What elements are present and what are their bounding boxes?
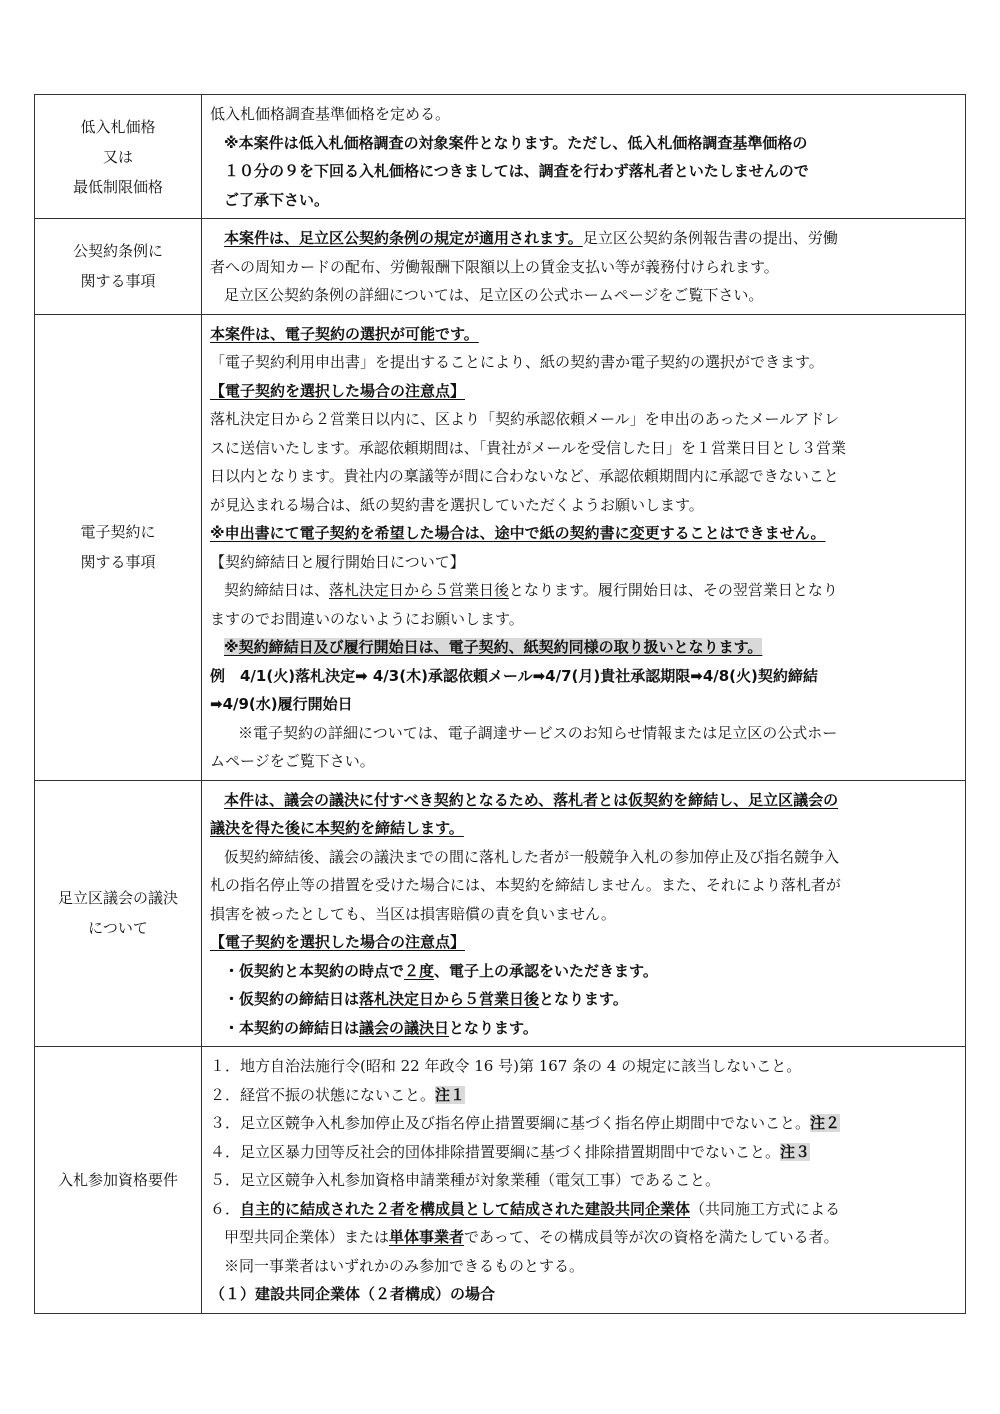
- emphasis-text: 議決を得た後に本契約を締結します。: [210, 819, 464, 837]
- text-span: ４．足立区暴力団等反社会的団体排除措置要綱に基づく排除措置期間中でないこと。: [210, 1142, 781, 1161]
- text-span: ・仮契約と本契約の時点で: [224, 961, 405, 980]
- text-line: [210, 928, 957, 957]
- text-span: （共同施工方式による: [690, 1199, 841, 1218]
- numbered-item: ５．足立区競争入札参加資格申請業種が対象業種（電気工事）であること。: [210, 1171, 721, 1189]
- label-line: について: [88, 919, 148, 938]
- text-line: スに送信いたします。承認依頼期間は、「貴社がメールを受信した日」を１営業日目とし３営業: [210, 438, 847, 457]
- text-line: ※本案件は低入札価格調査の対象案件となります。ただし、低入札価格調査基準価格の: [224, 133, 808, 152]
- section-heading: 【電子契約を選択した場合の注意点】: [210, 933, 466, 951]
- text-line: ますのでお間違いのないようにお願いします。: [210, 609, 524, 628]
- label-line: 電子契約に: [80, 523, 156, 541]
- text-line: 札の指名停止等の措置を受けた場合には、本契約を締結しません。また、それにより落札者が: [210, 876, 841, 894]
- text-line: 落札決定日から２営業日以内に、区より「契約承認依頼メール」を申出のあったメールアドレ: [210, 410, 840, 428]
- row-content: [202, 95, 966, 219]
- text-span: 足立区公契約条例報告書の提出、労働: [582, 229, 838, 247]
- note-ref: 注１: [435, 1085, 466, 1104]
- text-line: [210, 633, 957, 662]
- text-span: となります。: [539, 990, 628, 1008]
- emphasis-text: 議会の議決日: [359, 1018, 450, 1037]
- numbered-item: [210, 1109, 957, 1138]
- text-span: ６．: [210, 1199, 241, 1218]
- row-content: [202, 780, 966, 1047]
- text-line: 仮契約締結後、議会の議決までの間に落札した者が一般競争入札の参加停止及び指名競争入: [224, 847, 840, 866]
- example-line: 例 4/1(火)落札決定➡ 4/3(木)承認依頼メール➡4/7(月)貴社承認期限➡4/8(火)契約締結: [210, 666, 818, 685]
- text-span: ３．足立区競争入札参加停止及び指名停止措置要綱に基づく指名停止期間中でないこと。: [210, 1114, 811, 1132]
- text-line: ※同一事業者はいずれかのみ参加できるものとする。: [224, 1256, 585, 1275]
- example-line: ➡4/9(水)履行開始日: [210, 695, 353, 713]
- text-line: [210, 224, 957, 253]
- text-line: 損害を被ったとしても、当区は損害賠償の責を負いません。: [210, 904, 616, 923]
- label-line: 又は: [102, 147, 133, 166]
- section-heading: 【電子契約を選択した場合の注意点】: [210, 381, 466, 400]
- text-span: ・仮契約の締結日は: [224, 990, 360, 1008]
- text-span: 甲型共同企業体）または: [224, 1228, 390, 1246]
- emphasis-text: 落札決定日から５営業日後: [359, 990, 540, 1008]
- text-span: となります。: [449, 1018, 538, 1037]
- label-line: 低入札価格: [80, 117, 156, 136]
- text-line: ※電子契約の詳細については、電子調達サービスのお知らせ情報または足立区の公式ホー: [238, 723, 838, 742]
- text-line: [210, 519, 957, 548]
- emphasis-text: 本案件は、電子契約の選択が可能です。: [210, 324, 479, 343]
- bullet-line: [210, 985, 957, 1014]
- text-line: 者への周知カードの配布、労働報酬下限額以上の賃金支払い等が義務付けられます。: [210, 257, 779, 276]
- text-line: [210, 814, 957, 843]
- label-line: 関する事項: [80, 272, 156, 291]
- text-line: [210, 320, 957, 349]
- row-label: [35, 1047, 202, 1314]
- label-line: 入札参加資格要件: [57, 1170, 178, 1189]
- text-span: ２．経営不振の状態にないこと。: [210, 1085, 436, 1104]
- numbered-item: [210, 1195, 957, 1224]
- text-line: 「電子契約利用申出書」を提出することにより、紙の契約書か電子契約の選択ができます。: [210, 353, 824, 371]
- row-bid-eligibility: [35, 1047, 966, 1314]
- document-table: [34, 94, 966, 1314]
- text-line: １０分の９を下回る入札価格につきましては、調査を行わず落札者といたしませんので: [224, 162, 809, 180]
- text-span: となります。履行開始日は、その翌営業日となり: [509, 581, 838, 599]
- text-line: 低入札価格調査基準価格を定める。: [210, 105, 451, 123]
- row-public-contract-ordinance: [35, 219, 966, 315]
- label-line: 最低制限価格: [72, 177, 163, 196]
- emphasis-text: ２度: [404, 961, 435, 980]
- label-line: 関する事項: [80, 553, 156, 571]
- warning-text: ※申出書にて電子契約を希望した場合は、途中で紙の契約書に変更することはできません。: [210, 524, 826, 542]
- text-line: 足立区公契約条例の詳細については、足立区の公式ホームページをご覧下さい。: [224, 286, 764, 304]
- text-line: [210, 786, 957, 815]
- sub-heading: （１）建設共同企業体（２者構成）の場合: [210, 1285, 496, 1303]
- bullet-line: [210, 1014, 957, 1043]
- row-ward-assembly-resolution: [35, 780, 966, 1047]
- emphasis-text: 本案件は、足立区公契約条例の規定が適用されます。: [224, 229, 583, 247]
- note-ref: 注２: [810, 1114, 841, 1132]
- text-line: [210, 1223, 957, 1252]
- row-electronic-contract: [35, 314, 966, 780]
- note-ref: 注３: [780, 1142, 811, 1161]
- numbered-item: [210, 1081, 957, 1110]
- emphasis-text: 本件は、議会の議決に付すべき契約となるため、落札者とは仮契約を締結し、足立区議会の: [224, 790, 839, 809]
- label-line: 足立区議会の議決: [57, 889, 178, 908]
- text-span: 、電子上の承認をいただきます。: [434, 961, 658, 980]
- highlighted-text: ※契約締結日及び履行開始日は、電子契約、紙契約同様の取り扱いとなります。: [224, 638, 763, 656]
- row-label: [35, 95, 202, 219]
- emphasis-text: 単体事業者: [389, 1228, 465, 1246]
- text-line: ムページをご覧下さい。: [210, 752, 375, 770]
- emphasis-text: 落札決定日から５営業日後: [329, 581, 510, 599]
- text-line: [210, 377, 957, 406]
- row-content: [202, 219, 966, 315]
- numbered-item: [210, 1138, 957, 1167]
- row-label: [35, 219, 202, 315]
- text-line: [210, 576, 957, 605]
- row-label: [35, 314, 202, 780]
- text-line: 日以内となります。貴社内の稟議等が間に合わないなど、承認依頼期間内に承認できないこと: [210, 467, 839, 485]
- row-label: [35, 780, 202, 1047]
- text-span: であって、その構成員等が次の資格を満たしている者。: [464, 1228, 839, 1246]
- row-content: [202, 1047, 966, 1314]
- emphasis-text: 自主的に結成された２者を構成員として結成された建設共同企業体: [240, 1199, 691, 1218]
- text-span: 契約締結日は、: [224, 581, 330, 599]
- text-line: 【契約締結日と履行開始日について】: [210, 552, 465, 571]
- row-low-bid-price: [35, 95, 966, 219]
- text-span: ・本契約の締結日は: [224, 1018, 360, 1037]
- label-line: 公契約条例に: [72, 242, 163, 261]
- text-line: が見込まれる場合は、紙の契約書を選択していただくようお願いします。: [210, 495, 704, 514]
- numbered-item: １．地方自治法施行令(昭和 22 年政令 16 号)第 167 条の 4 の規定に該当しないこと。: [210, 1057, 802, 1075]
- text-line: ご了承下さい。: [224, 190, 330, 209]
- bullet-line: [210, 957, 957, 986]
- row-content: [202, 314, 966, 780]
